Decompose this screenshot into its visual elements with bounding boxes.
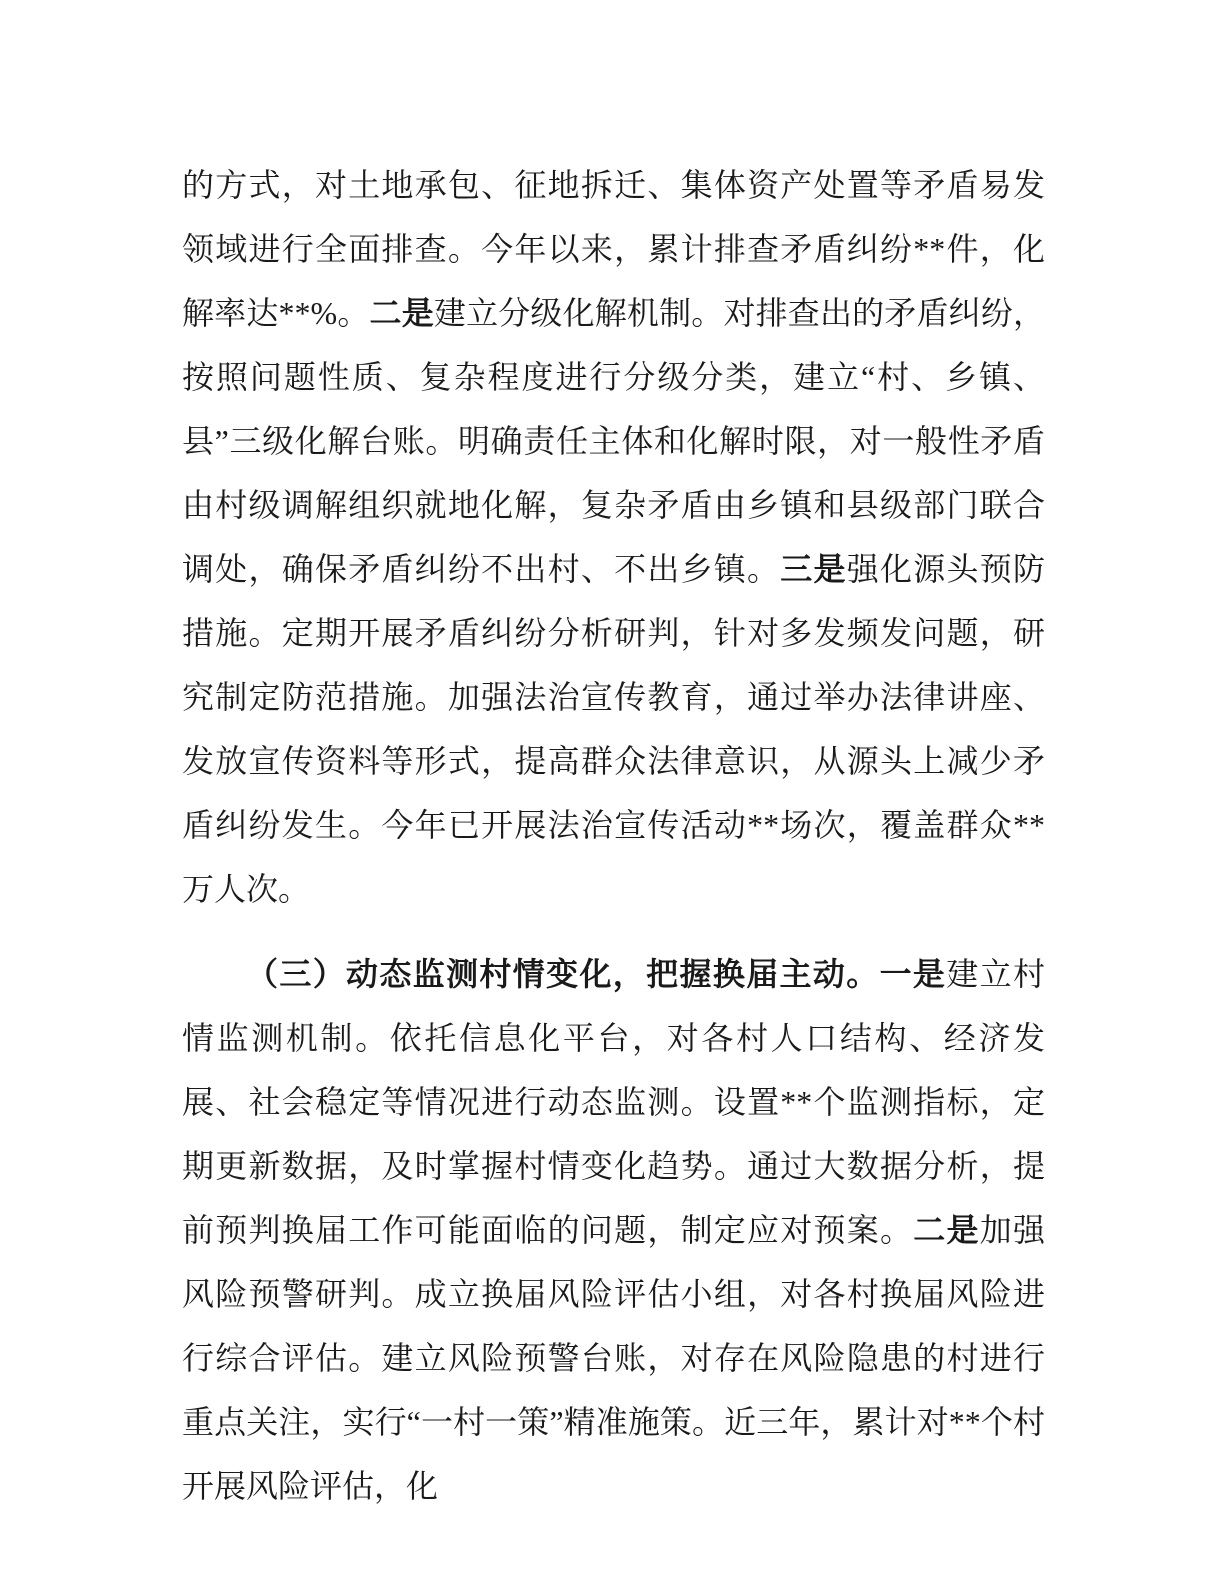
emphasis-segment: 一是 (879, 956, 947, 992)
paragraph (182, 153, 1045, 921)
text-segment: 强化源头预防措施。定期开展矛盾纠纷分析研判，针对多发频发问题，研究制定防范措施。加强法治宣传教育，通过举办法律讲座、发放宣传资料等形式，提高群众法律意识，从源头上减少矛盾纠纷发生。今年已开展法治宣传活动**场次，覆盖群众**万人次。 (182, 551, 1045, 907)
paragraph-heading-segment: （三）动态监测村情变化，把握换届主动。 (246, 956, 880, 992)
document-body (182, 153, 1045, 1518)
text-segment: 建立村情监测机制。依托信息化平台，对各村人口结构、经济发展、社会稳定等情况进行动态监测。设置**个监测指标，定期更新数据，及时掌握村情变化趋势。通过大数据分析，提前预判换届工作可能面临的问题，制定应对预案。 (182, 956, 1045, 1248)
emphasis-segment: 二是 (913, 1212, 980, 1248)
text-segment: 加强风险预警研判。成立换届风险评估小组，对各村换届风险进行综合评估。建立风险预警台账，对存在风险隐患的村进行重点关注，实行“一村一策”精准施策。近三年，累计对**个村开展风险评估，化 (182, 1212, 1045, 1504)
text-segment: 建立分级化解机制。对排查出的矛盾纠纷，按照问题性质、复杂程度进行分级分类，建立“村、乡镇、县”三级化解台账。明确责任主体和化解时限，对一般性矛盾由村级调解组织就地化解，复杂矛盾由乡镇和县级部门联合调处，确保矛盾纠纷不出村、不出乡镇。 (182, 295, 1045, 587)
text-segment: 的方式，对土地承包、征地拆迁、集体资产处置等矛盾易发领域进行全面排查。今年以来，累计排查矛盾纠纷**件，化解率达**%。 (182, 167, 1045, 331)
emphasis-segment: 二是 (369, 295, 434, 331)
paragraph (182, 942, 1045, 1518)
emphasis-segment: 三是 (780, 551, 847, 587)
